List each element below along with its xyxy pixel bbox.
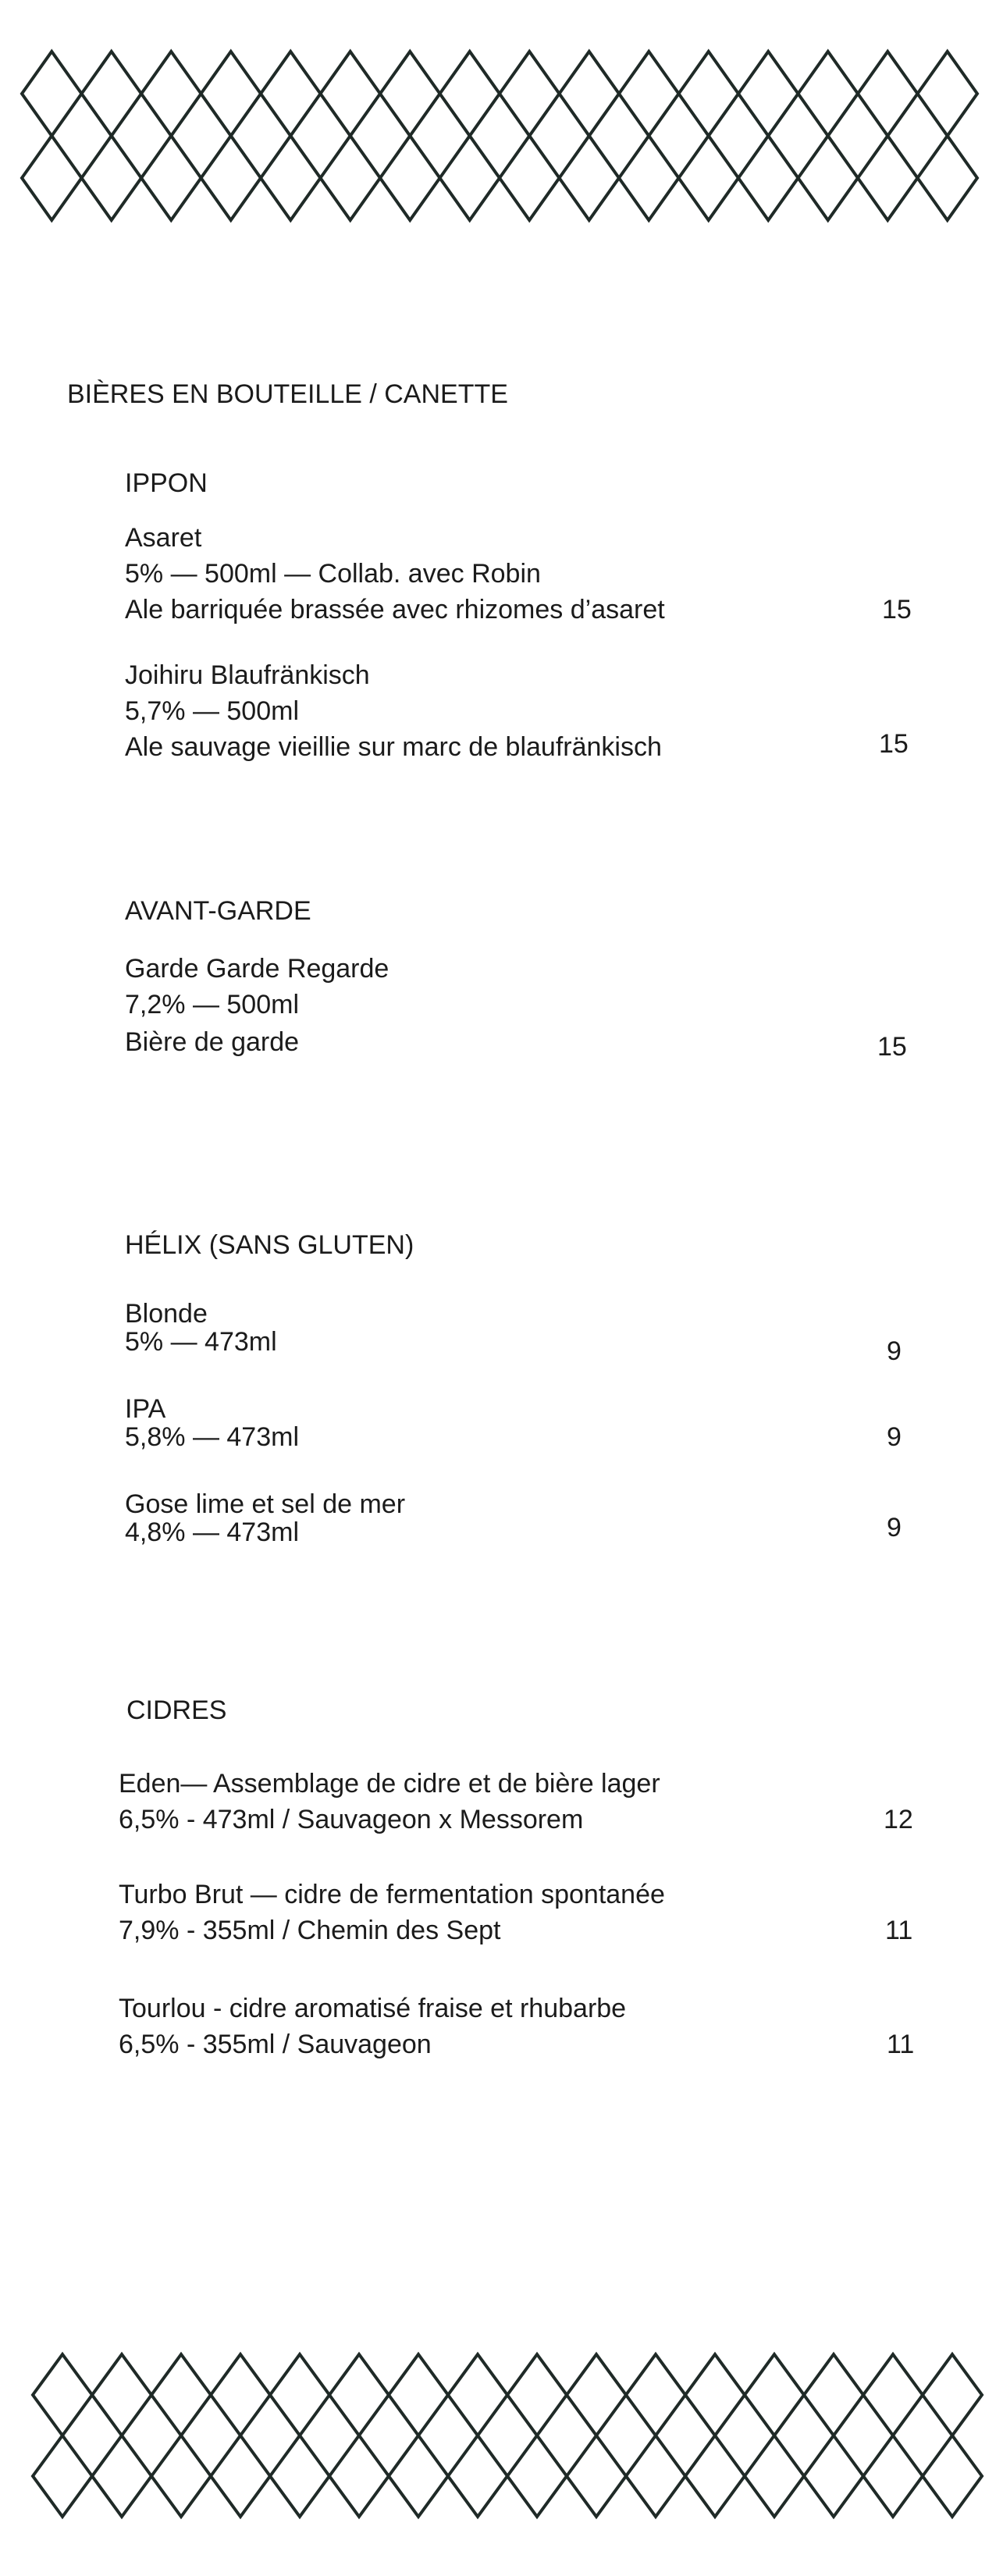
diamond-shape [500, 52, 560, 136]
diamond-shape [440, 136, 500, 220]
item-details: 7,9% - 355ml / Chemin des Sept [119, 1916, 501, 1945]
diamond-shape [858, 52, 918, 136]
diamond-shape [92, 2435, 151, 2517]
diamond-shape [92, 2354, 151, 2435]
diamond-shape [567, 2354, 626, 2435]
diamond-shape [679, 52, 739, 136]
diamond-shape [804, 2354, 863, 2435]
item-details: 6,5% - 355ml / Sauvageon [119, 2030, 432, 2059]
diamond-shape [201, 52, 261, 136]
diamond-shape [380, 52, 440, 136]
diamond-shape [918, 52, 978, 136]
diamond-shape [626, 2354, 685, 2435]
diamond-shape [389, 2354, 448, 2435]
item-price: 9 [887, 1336, 902, 1366]
item-price: 9 [887, 1422, 902, 1452]
diamond-shape [261, 52, 321, 136]
diamond-shape [745, 2435, 804, 2517]
item-price: 15 [877, 1032, 907, 1062]
diamond-shape [619, 52, 679, 136]
diamond-shape [738, 52, 798, 136]
diamond-shape [679, 136, 739, 220]
diamond-shape [389, 2435, 448, 2517]
item-details: 5,8% — 473ml [125, 1422, 299, 1452]
section-title-ippon: IPPON [125, 468, 208, 498]
diamond-shape [380, 136, 440, 220]
diamond-shape [560, 52, 620, 136]
diamond-shape [798, 136, 859, 220]
item-name: Asaret [125, 523, 202, 553]
item-price: 15 [882, 595, 912, 624]
diamond-shape [745, 2354, 804, 2435]
diamond-shape [270, 2354, 329, 2435]
item-name: Eden— Assemblage de cidre et de bière lager [119, 1769, 660, 1799]
item-price: 12 [884, 1805, 913, 1834]
diamond-shape [33, 2435, 92, 2517]
diamond-shape [798, 52, 859, 136]
diamond-shape [201, 136, 261, 220]
item-details: 5,7% — 500ml [125, 696, 299, 726]
diamond-shape [261, 136, 321, 220]
item-name: Joihiru Blaufränkisch [125, 660, 370, 690]
diamond-pattern-top [0, 47, 1003, 234]
section-title-helix: HÉLIX (SANS GLUTEN) [125, 1230, 414, 1260]
diamond-shape [448, 2435, 507, 2517]
diamond-shape [82, 136, 142, 220]
item-details: 7,2% — 500ml [125, 990, 299, 1019]
diamond-shape [507, 2354, 567, 2435]
diamond-shape [500, 136, 560, 220]
diamond-shape [863, 2435, 923, 2517]
item-name: Garde Garde Regarde [125, 954, 389, 984]
diamond-shape [82, 52, 142, 136]
item-description: Bière de garde [125, 1027, 300, 1057]
item-name: Tourlou - cidre aromatisé fraise et rhubarbe [119, 1994, 627, 2023]
menu-heading: BIÈRES EN BOUTEILLE / CANETTE [67, 379, 508, 409]
diamond-shape [567, 2435, 626, 2517]
item-description: Ale barriquée brassée avec rhizomes d’asaret [125, 595, 665, 624]
item-details: 5% — 473ml [125, 1327, 277, 1357]
diamond-shape [151, 2435, 211, 2517]
diamond-shape [270, 2435, 329, 2517]
diamond-shape [626, 2435, 685, 2517]
section-title-avant-garde: AVANT-GARDE [125, 896, 311, 926]
diamond-shape [560, 136, 620, 220]
diamond-shape [863, 2354, 923, 2435]
diamond-shape [738, 136, 798, 220]
item-details: 6,5% - 473ml / Sauvageon x Messorem [119, 1805, 584, 1834]
diamond-shape [923, 2354, 982, 2435]
diamond-shape [685, 2354, 745, 2435]
item-name: IPA [125, 1394, 166, 1424]
diamond-shape [22, 52, 82, 136]
item-price: 11 [887, 2030, 915, 2059]
diamond-shape [329, 2435, 389, 2517]
diamond-shape [33, 2354, 92, 2435]
item-details: 5% — 500ml — Collab. avec Robin [125, 559, 541, 589]
diamond-shape [448, 2354, 507, 2435]
section-title-cidres: CIDRES [126, 1695, 227, 1725]
diamond-shape [211, 2435, 270, 2517]
diamond-shape [440, 52, 500, 136]
diamond-shape [858, 136, 918, 220]
item-description: Ale sauvage vieillie sur marc de blaufränkisch [125, 732, 662, 762]
item-price: 11 [885, 1916, 913, 1945]
diamond-shape [507, 2435, 567, 2517]
diamond-shape [151, 2354, 211, 2435]
item-details: 4,8% — 473ml [125, 1517, 299, 1547]
diamond-shape [321, 136, 381, 220]
diamond-shape [619, 136, 679, 220]
item-price: 15 [879, 729, 909, 759]
diamond-shape [321, 52, 381, 136]
diamond-shape [22, 136, 82, 220]
diamond-shape [141, 136, 201, 220]
diamond-shape [211, 2354, 270, 2435]
diamond-shape [685, 2435, 745, 2517]
diamond-shape [923, 2435, 982, 2517]
diamond-shape [918, 136, 978, 220]
item-price: 9 [887, 1513, 902, 1542]
diamond-shape [329, 2354, 389, 2435]
item-name: Blonde [125, 1299, 208, 1329]
item-name: Turbo Brut — cidre de fermentation spontanée [119, 1880, 665, 1909]
diamond-pattern-bottom [0, 2350, 1003, 2537]
diamond-shape [804, 2435, 863, 2517]
diamond-shape [141, 52, 201, 136]
item-name: Gose lime et sel de mer [125, 1489, 406, 1519]
